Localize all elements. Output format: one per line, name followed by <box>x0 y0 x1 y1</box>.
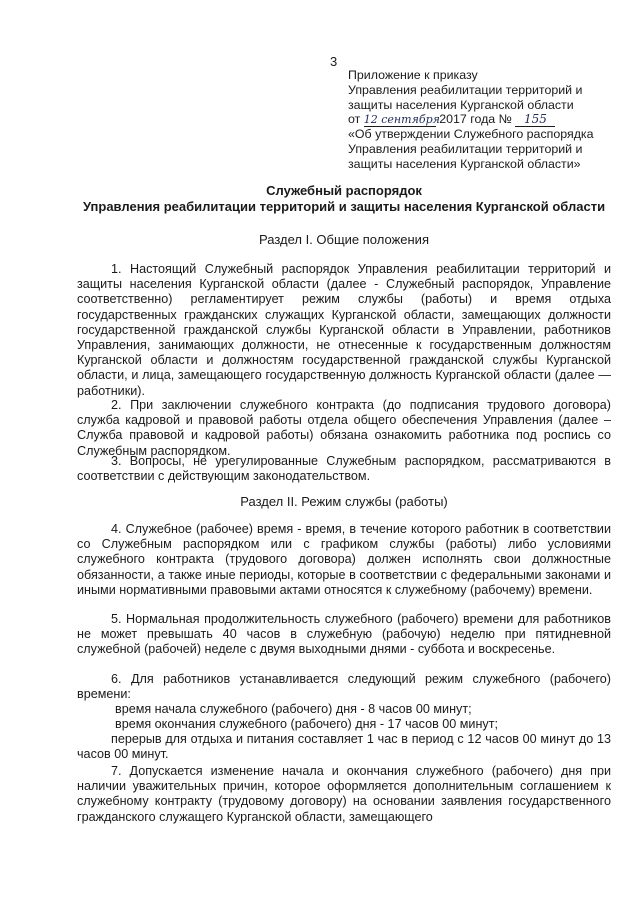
paragraph-2: 2. При заключении служебного контракта (до подписания трудового договора) служба кадровой и правовой работы отдела общего обеспечения Управления (далее – Служба правовой и кадровой работы) обязана ознакомить работника под роспись со Служебным распорядком. <box>77 398 611 458</box>
appendix-line: защиты населения Курганской области» <box>348 156 581 171</box>
paragraph-4: 4. Служебное (рабочее) время - время, в течение которого работник в соответствии со Служебным распорядком или с графиком службы (работы) либо условиями служебного контракта (трудового договора) должен исполнять свои должностные обязанности, а также иные периоды, которые в соответствии с федеральными законами и иными нормативными правовыми актами относятся к служебному (рабочему) времени. <box>77 522 611 597</box>
paragraph-3: 3. Вопросы, не урегулированные Служебным распорядком, рассматриваются в соответствии с действующим законодательством. <box>77 454 611 484</box>
work-start-line: время начала служебного (рабочего) дня - 8 часов 00 минут; <box>115 702 472 716</box>
handwritten-number: 155 <box>515 113 555 127</box>
document-title <box>77 183 611 215</box>
appendix-line: защиты населения Курганской области <box>348 97 574 112</box>
appendix-block <box>348 68 618 172</box>
work-end-line: время окончания служебного (рабочего) дня - 17 часов 00 минут; <box>115 717 498 731</box>
page-number: 3 <box>330 54 338 69</box>
paragraph-6: 6. Для работников устанавливается следующий режим служебного (рабочего) времени: <box>77 672 611 702</box>
paragraph-5: 5. Нормальная продолжительность служебного (рабочего) времени для работников не может превышать 40 часов в служебную (рабочую) неделю при пятидневной служебной (рабочей) неделе с двумя выходными днями - суббота и воскресенье. <box>77 612 611 657</box>
appendix-line: Управления реабилитации территорий и <box>348 82 583 97</box>
paragraph-6-end <box>77 717 611 732</box>
from-prefix: от <box>348 112 361 127</box>
paragraph-1: 1. Настоящий Служебный распорядок Управления реабилитации территорий и защиты населения Курганской области (далее - Служебный распорядок, Управление соответственно) регламентирует режим службы (работы) и время отдыха государственных гражданских служащих Курганской области, замещающих должности государственной гражданской службы Курганской области в Управлении, работников Управления, занимающих должности, не отнесенные к государственным должностям Курганской области и должностям государственной гражданской службы Курганской области, и лица, замещающего государственную должность Курганской области (далее — работники). <box>77 262 611 398</box>
appendix-line: «Об утверждении Служебного распорядка <box>348 127 594 142</box>
appendix-line: Приложение к приказу <box>348 68 478 82</box>
paragraph-7: 7. Допускается изменение начала и окончания служебного (рабочего) дня при наличии уважительных причин, которое оформляется дополнительным соглашением к служебному контракту (трудовому договору) на основании заявления государственного гражданского служащего Курганской области, замещающего <box>77 764 611 824</box>
section-2-heading: Раздел II. Режим службы (работы) <box>240 494 448 509</box>
section-1-heading: Раздел I. Общие положения <box>259 232 429 247</box>
handwritten-date: 12 сентября <box>363 113 440 127</box>
year-text: 2017 года № <box>439 112 512 127</box>
appendix-line: Управления реабилитации территорий и <box>348 142 583 157</box>
title-line-2: Управления реабилитации территорий и защиты населения Курганской области <box>82 199 606 214</box>
appendix-date-line <box>348 112 618 127</box>
paragraph-6-start <box>77 702 611 717</box>
title-line-1: Служебный распорядок <box>266 183 422 198</box>
paragraph-6-break: перерыв для отдыха и питания составляет 1 час в период с 12 часов 00 минут до 13 часов 00 минут. <box>77 732 611 762</box>
